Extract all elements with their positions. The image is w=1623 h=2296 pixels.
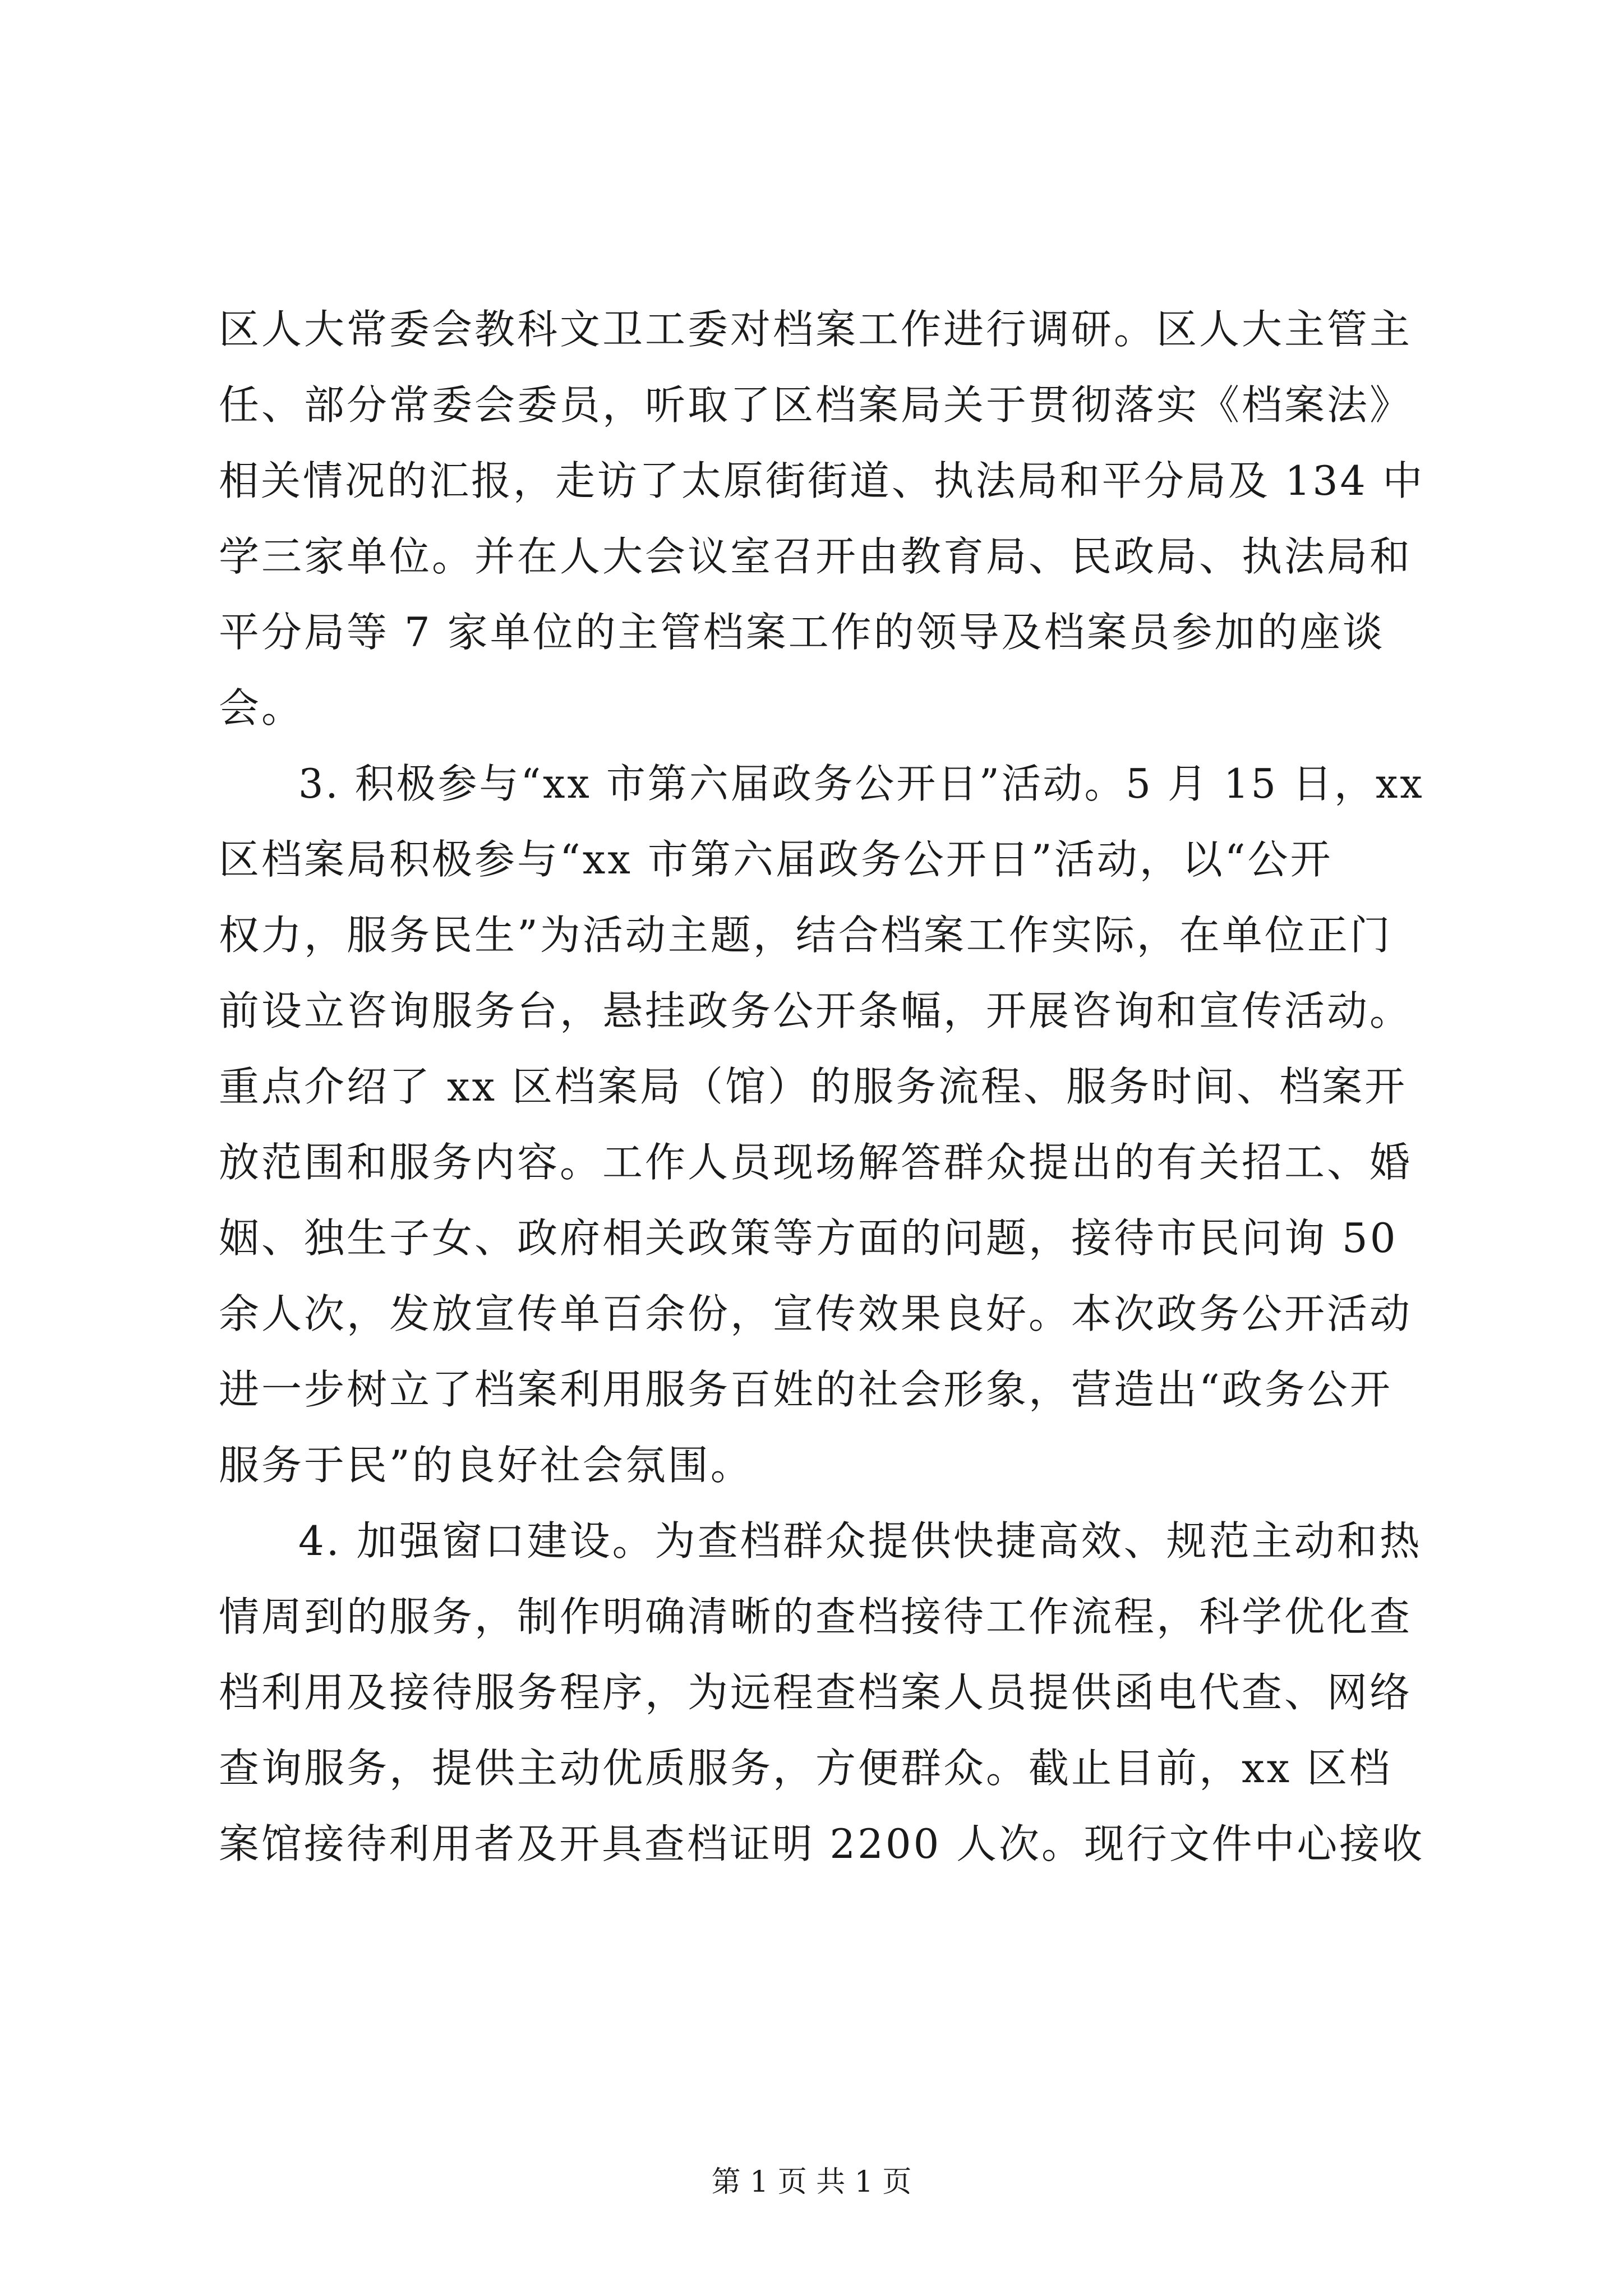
text-line: 姻、独生子女、政府相关政策等方面的问题，接待市民问询 50: [219, 1214, 1398, 1262]
text-line: 重点介绍了 xx 区档案局（馆）的服务流程、服务时间、档案开: [219, 1063, 1407, 1110]
text-line: 平分局等 7 家单位的主管档案工作的领导及档案员参加的座谈: [219, 609, 1385, 656]
text-line: 放范围和服务内容。工作人员现场解答群众提出的有关招工、婚: [219, 1139, 1413, 1186]
text-line: 学三家单位。并在人大会议室召开由教育局、民政局、执法局和: [219, 533, 1413, 580]
page-number-footer: 第 1 页 共 1 页: [711, 2165, 912, 2199]
paragraph-4-first-line: 4. 加强窗口建设。为查档群众提供快捷高效、规范主动和热: [298, 1517, 1422, 1565]
text-line: 进一步树立了档案利用服务百姓的社会形象，营造出“政务公开: [219, 1366, 1393, 1413]
text-line: 区档案局积极参与“xx 市第六届政务公开日”活动，以“公开: [219, 836, 1333, 883]
text-line: 会。: [219, 684, 305, 731]
text-line: 权力，服务民生”为活动主题，结合档案工作实际，在单位正门: [219, 912, 1393, 959]
text-line: 情周到的服务，制作明确清晰的查档接待工作流程，科学优化查: [219, 1593, 1413, 1640]
text-line: 档利用及接待服务程序，为远程查档案人员提供函电代查、网络: [219, 1669, 1413, 1716]
text-line: 查询服务，提供主动优质服务，方便群众。截止目前，xx 区档: [219, 1745, 1393, 1792]
text-line: 服务于民”的良好社会氛围。: [219, 1442, 753, 1489]
text-line: 案馆接待利用者及开具查档证明 2200 人次。现行文件中心接收: [219, 1820, 1425, 1867]
text-line: 相关情况的汇报，走访了太原街街道、执法局和平分局及 134 中: [219, 457, 1425, 504]
text-line: 区人大常委会教科文卫工委对档案工作进行调研。区人大主管主: [219, 306, 1413, 353]
paragraph-3-first-line: 3. 积极参与“xx 市第六届政务公开日”活动。5 月 15 日，xx: [298, 760, 1424, 807]
text-line: 前设立咨询服务台，悬挂政务公开条幅，开展咨询和宣传活动。: [219, 987, 1413, 1034]
text-line: 任、部分常委会委员，听取了区档案局关于贯彻落实《档案法》: [219, 381, 1413, 429]
text-line: 余人次，发放宣传单百余份，宣传效果良好。本次政务公开活动: [219, 1290, 1413, 1337]
